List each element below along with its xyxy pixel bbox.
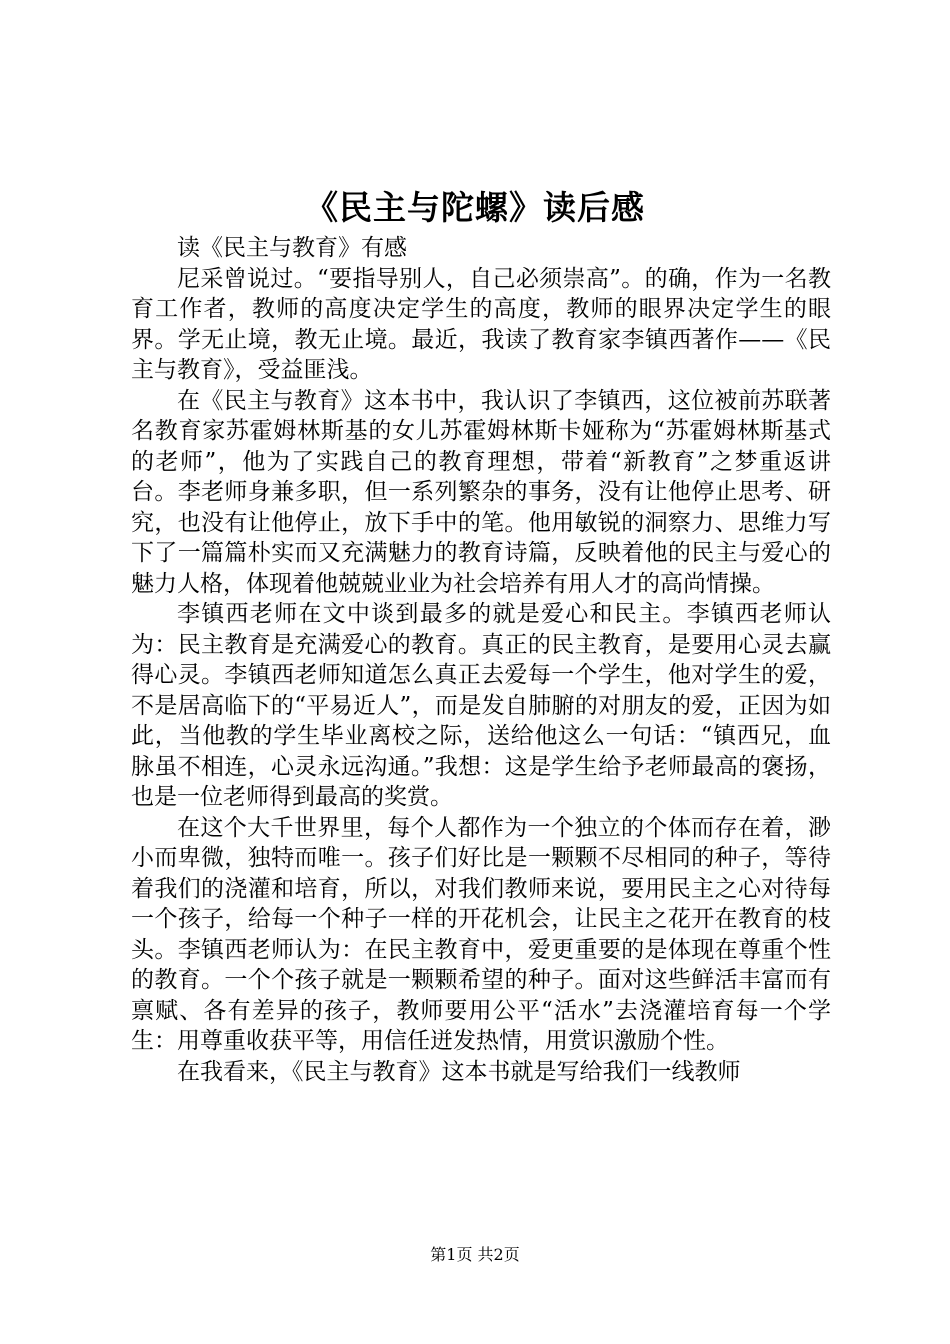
page-number-footer: 第1页 共2页 xyxy=(430,1245,520,1264)
paragraph-5: 在我看来，《民主与教育》这本书就是写给我们一线教师 xyxy=(177,1058,741,1085)
document-title: 《民主与陀螺》读后感 xyxy=(305,188,645,227)
document-subtitle: 读《民主与教育》有感 xyxy=(177,235,407,261)
paragraph-2: 在《民主与教育》这本书中，我认识了李镇西，这位被前苏联著名教育家苏霍姆林斯基的女儿苏霍姆林斯卡娅称为“苏霍姆林斯基式的老师”，他为了实践自己的教育理想，带着“新教育”之梦重返讲台。李老师身兼多职，但一系列繁杂的事务，没有让他停止思考、研究，也没有让他停止，放下手中的笔。他用敏锐的洞察力、思维力写下了一篇篇朴实而又充满魅力的教育诗篇，反映着他的民主与爱心的魅力人格，体现着他兢兢业业为社会培养有用人才的高尚情操。 xyxy=(131,387,831,597)
document-body xyxy=(131,233,831,1087)
paragraph-1: 尼采曾说过。“要指导别人，自己必须崇高”。的确，作为一名教育工作者，教师的高度决定学生的高度，教师的眼界决定学生的眼界。学无止境，教无止境。最近，我读了教育家李镇西著作——《民主与教育》，受益匪浅。 xyxy=(131,265,831,383)
paragraph-3: 李镇西老师在文中谈到最多的就是爱心和民主。李镇西老师认为：民主教育是充满爱心的教育。真正的民主教育，是要用心灵去赢得心灵。李镇西老师知道怎么真正去爱每一个学生，他对学生的爱，不是居高临下的“平易近人”，而是发自肺腑的对朋友的爱，正因为如此，当他教的学生毕业离校之际，送给他这么一句话：“镇西兄，血脉虽不相连，心灵永远沟通。”我想：这是学生给予老师最高的褒扬，也是一位老师得到最高的奖赏。 xyxy=(131,601,831,810)
paragraph-4: 在这个大千世界里，每个人都作为一个独立的个体而存在着，渺小而卑微，独特而唯一。孩子们好比是一颗颗不尽相同的种子，等待着我们的浇灌和培育，所以，对我们教师来说，要用民主之心对待每一个孩子，给每一个种子一样的开花机会，让民主之花开在教育的枝头。李镇西老师认为：在民主教育中，爱更重要的是体现在尊重个性的教育。一个个孩子就是一颗颗希望的种子。面对这些鲜活丰富而有禀赋、各有差异的孩子，教师要用公平“活水”去浇灌培育每一个学生：用尊重收获平等，用信任迸发热情，用赏识激励个性。 xyxy=(131,814,831,1054)
